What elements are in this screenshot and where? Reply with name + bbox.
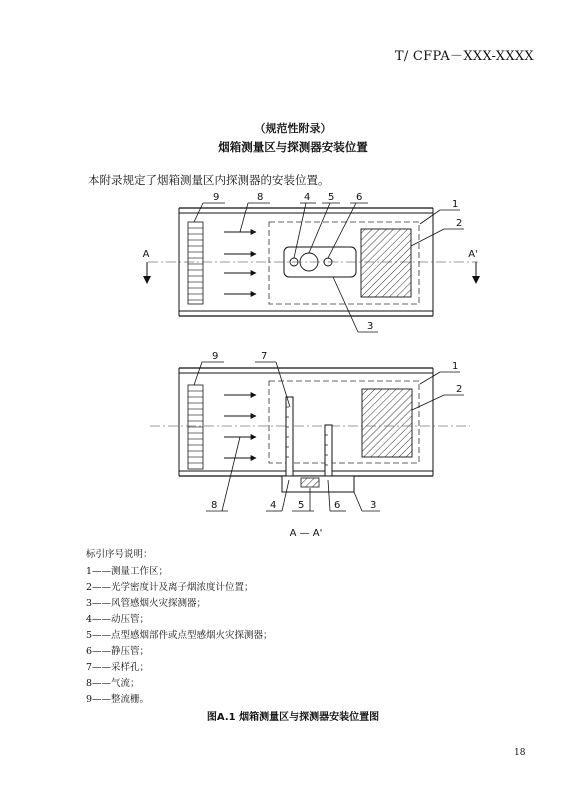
optical-meter-section <box>362 389 412 457</box>
label-6-top: 6 <box>356 192 363 203</box>
label-9-section: 9 <box>212 351 219 362</box>
section-marker-a-prime <box>468 249 480 284</box>
legend-item: 4——动压管； <box>86 614 150 625</box>
legend-item: 6——静压管； <box>86 646 150 657</box>
legend-item: 7——采样孔； <box>86 662 150 673</box>
optical-meter-top <box>361 229 411 297</box>
legend-item: 1——测量工作区； <box>86 566 169 577</box>
label-5-top: 5 <box>328 192 335 203</box>
label-1-section: 1 <box>452 361 459 372</box>
label-8-top: 8 <box>257 192 264 203</box>
airflow-arrows-top <box>224 232 256 294</box>
label-6-section: 6 <box>334 500 341 511</box>
airflow-arrows-section <box>224 395 256 458</box>
section-view <box>150 351 470 539</box>
dynamic-pressure-tube <box>286 397 293 480</box>
label-1-top: 1 <box>452 199 459 210</box>
label-2-section: 2 <box>456 384 463 395</box>
legend-heading: 标引序号说明： <box>86 549 153 560</box>
appendix-type: （规范性附录） <box>254 122 332 135</box>
figure-caption: 图A.1 烟箱测量区与探测器安装位置图 <box>206 712 380 723</box>
legend-item: 9——整流栅。 <box>86 694 150 705</box>
flow-straightener-section <box>188 385 203 469</box>
legend-item: 3——风管感烟火灾探测器； <box>86 598 207 609</box>
section-marker-a <box>143 249 151 284</box>
appendix-title: 烟箱测量区与探测器安装位置 <box>218 140 368 154</box>
label-5-section: 5 <box>298 500 305 511</box>
standard-code: T/ CFPA－XXX-XXXX <box>394 49 534 64</box>
section-caption: A — A' <box>289 528 323 539</box>
label-3-top: 3 <box>367 321 374 332</box>
section-left-label: A <box>142 249 150 260</box>
spot-detector-section <box>301 478 319 487</box>
intro-paragraph: 本附录规定了烟箱测量区内探测器的安装位置。 <box>88 173 330 187</box>
flow-straightener-top <box>188 222 203 304</box>
legend-item: 8——气流； <box>86 678 140 689</box>
label-7-section: 7 <box>261 351 268 362</box>
top-view <box>143 192 480 332</box>
label-9-top: 9 <box>213 192 220 203</box>
label-4-top: 4 <box>304 192 311 203</box>
label-4-section: 4 <box>270 500 277 511</box>
section-right-label: A' <box>468 249 478 260</box>
label-8-section: 8 <box>211 500 218 511</box>
static-pressure-tube <box>325 425 332 480</box>
label-2-top: 2 <box>456 218 463 229</box>
legend-item: 5——点型感烟部件或点型感烟火灾探测器； <box>86 630 273 641</box>
page-number: 18 <box>514 748 526 758</box>
label-3-section: 3 <box>370 500 377 511</box>
legend-item: 2——光学密度计及离子烟浓度计位置； <box>86 582 254 593</box>
